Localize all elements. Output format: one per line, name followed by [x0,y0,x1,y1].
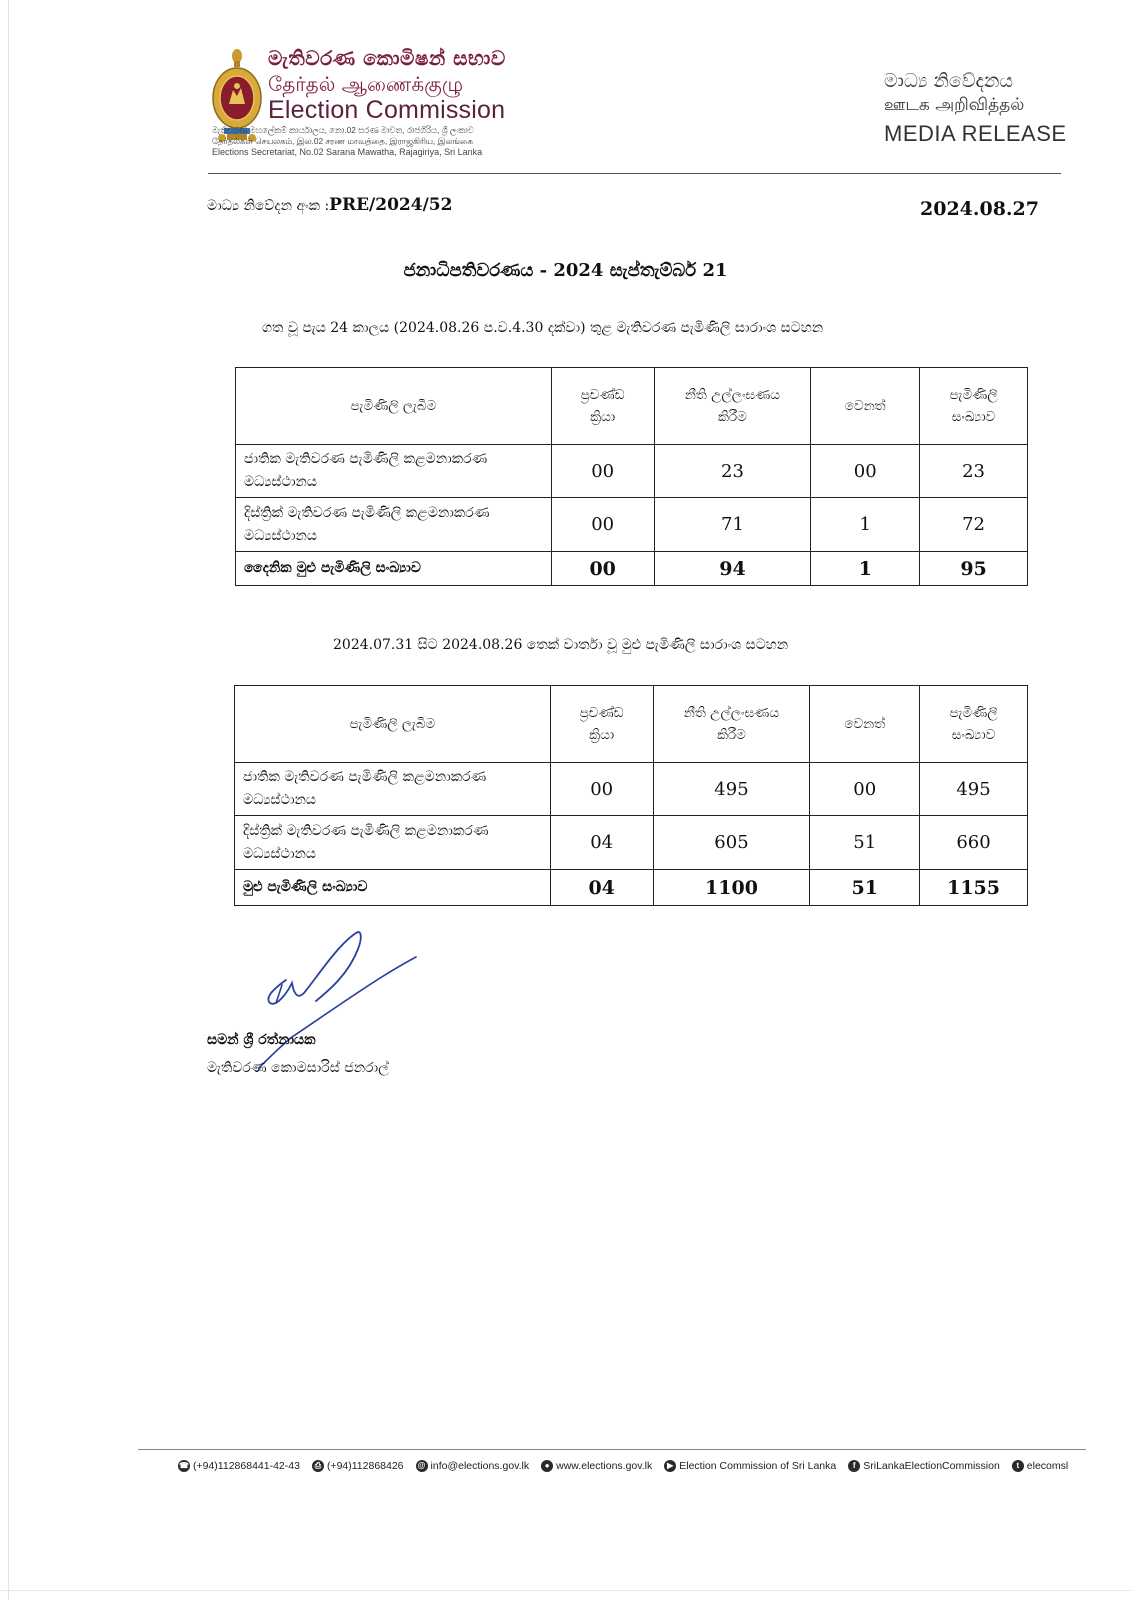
total-row-label: මුළු පැමිණිලි සංඛ්‍යාව [235,870,551,906]
cell-other: 1 [811,498,920,552]
column-header: වෙනත් [811,368,920,445]
cell-law-violations: 495 [653,763,810,816]
page-edge-bottom [0,1590,1131,1591]
globe-icon: ● [541,1460,553,1472]
column-header: පැමිණිලි සංඛ්‍යාව [920,368,1028,445]
cell-total: 23 [920,445,1028,498]
header-divider [208,173,1061,174]
cell-law-violations: 605 [653,816,810,870]
cell-total: 495 [920,763,1028,816]
media-release-tamil: ஊடக அறிவித்தல் [884,95,1025,115]
column-header: පැමිණිලි ලැබීම [236,368,552,445]
cell-total: 660 [920,816,1028,870]
column-header: නීති උල්ලංඝණය කිරීම [653,686,810,763]
table-header-row [235,686,1028,763]
table-row [236,445,1028,498]
table-header-row [236,368,1028,445]
column-header: ප්‍රචණ්ඩ ක්‍රියා [550,686,653,763]
cell-violence: 00 [551,552,654,586]
cell-law-violations: 23 [654,445,811,498]
cell-law-violations: 71 [654,498,811,552]
org-name-english: Election Commission [268,96,506,124]
handwritten-signature [258,925,428,1075]
footer-facebook[interactable]: f SriLankaElectionCommission [848,1460,1000,1472]
release-reference-label: මාධ්‍ය නිවේදන අංක : [207,198,330,214]
twitter-icon: t [1012,1460,1024,1472]
org-name-sinhala: මැතිවරණ කොමිෂන් සභාව [268,46,506,70]
cell-total: 72 [920,498,1028,552]
phone-icon: ☎ [179,1461,189,1470]
media-release-english: MEDIA RELEASE [884,121,1067,146]
footer-website[interactable]: ● www.elections.gov.lk [541,1460,652,1472]
column-header: පැමිණිලි සංඛ්‍යාව [920,686,1028,763]
media-release-sinhala: මාධ්‍ය නිවේදනය [884,70,1014,92]
table-row [236,498,1028,552]
address-english: Elections Secretariat, No.02 Sarana Mawatha, Rajagiriya, Sri Lanka [212,147,483,157]
signatory-title: මැතිවරණ කොමසාරිස් ජනරාල් [207,1060,389,1076]
footer-contacts [178,1460,1074,1472]
cell-violence: 00 [550,763,653,816]
fax-icon: ⎙ [312,1460,324,1472]
footer-twitter[interactable]: t elecomsl [1012,1460,1068,1472]
page-title: ජනාධිපතිවරණය - 2024 සැප්තැම්බර් 21 [403,260,728,281]
cell-other: 00 [811,445,920,498]
release-reference-number: PRE/2024/52 [329,195,453,215]
cell-total: 95 [920,552,1028,586]
cell-total: 1155 [920,870,1028,906]
footer-phone: ☎ (+94)112868441-42-43 [179,1460,300,1472]
cell-violence: 00 [551,445,654,498]
cell-other: 51 [810,870,920,906]
table2-caption: 2024.07.31 සිට 2024.08.26 තෙක් වාර්තා වූ මුළු පැමිණිලි සාරාංශ සටහන [333,637,789,653]
address-sinhala: මැතිවරණ මහලේකම් කාර්යාලය, නො.02 සරණ මාවත, රාජගිරිය, ශ්‍රී ලංකාව [212,125,474,135]
row-label: ජාතික මැතිවරණ පැමිණිලි කළමනාකරණ මධ්‍යස්ථානය [235,763,551,816]
release-reference [207,195,452,215]
column-header: වෙනත් [810,686,920,763]
column-header: නීති උල්ලංඝණය කිරීම [654,368,811,445]
youtube-icon: ▶ [664,1460,676,1472]
table-total-row [235,870,1028,906]
column-header: පැමිණිලි ලැබීම [235,686,551,763]
signatory-name: සමන් ශ්‍රී රත්නායක [207,1032,316,1048]
row-label: දිස්ත්‍රික් මැතිවරණ පැමිණිලි කළමනාකරණ මධ්‍යස්ථානය [236,498,552,552]
footer-divider [138,1449,1086,1450]
facebook-icon: f [848,1460,860,1472]
footer-youtube[interactable]: ▶ Election Commission of Sri Lanka [664,1460,836,1472]
cell-law-violations: 94 [654,552,811,586]
cell-other: 1 [811,552,920,586]
release-date: 2024.08.27 [920,198,1039,220]
total-row-label: දෛනික මුළු පැමිණිලි සංඛ්‍යාව [236,552,552,586]
cell-other: 51 [810,816,920,870]
complaints-table-cumulative [234,685,1028,906]
complaints-table-24h [235,367,1028,586]
table-row [235,763,1028,816]
cell-other: 00 [810,763,920,816]
page-edge-left [8,0,9,1600]
address-tamil: தேர்தல்கள் செயலகம், இல.02 சரண மாவத்தை, இராஜகிரிய, இலங்கை [212,136,473,146]
table1-caption: ගත වූ පැය 24 කාලය (2024.08.26 ප.ව.4.30 දක්වා) තුළ මැතිවරණ පැමිණිලි සාරාංශ සටහන [262,320,824,336]
table-total-row [236,552,1028,586]
column-header: ප්‍රචණ්ඩ ක්‍රියා [551,368,654,445]
footer-email[interactable]: @ info@elections.gov.lk [416,1460,530,1472]
cell-violence: 04 [550,870,653,906]
row-label: ජාතික මැතිවරණ පැමිණිලි කළමනාකරණ මධ්‍යස්ථානය [236,445,552,498]
cell-violence: 00 [551,498,654,552]
cell-violence: 04 [550,816,653,870]
email-icon: @ [416,1460,428,1472]
org-name-tamil: தேர்தல் ஆணைக்குழு [268,72,464,96]
table-row [235,816,1028,870]
cell-law-violations: 1100 [653,870,810,906]
footer-fax: ⎙ (+94)112868426 [312,1460,404,1472]
row-label: දිස්ත්‍රික් මැතිවරණ පැමිණිලි කළමනාකරණ මධ්‍යස්ථානය [235,816,551,870]
